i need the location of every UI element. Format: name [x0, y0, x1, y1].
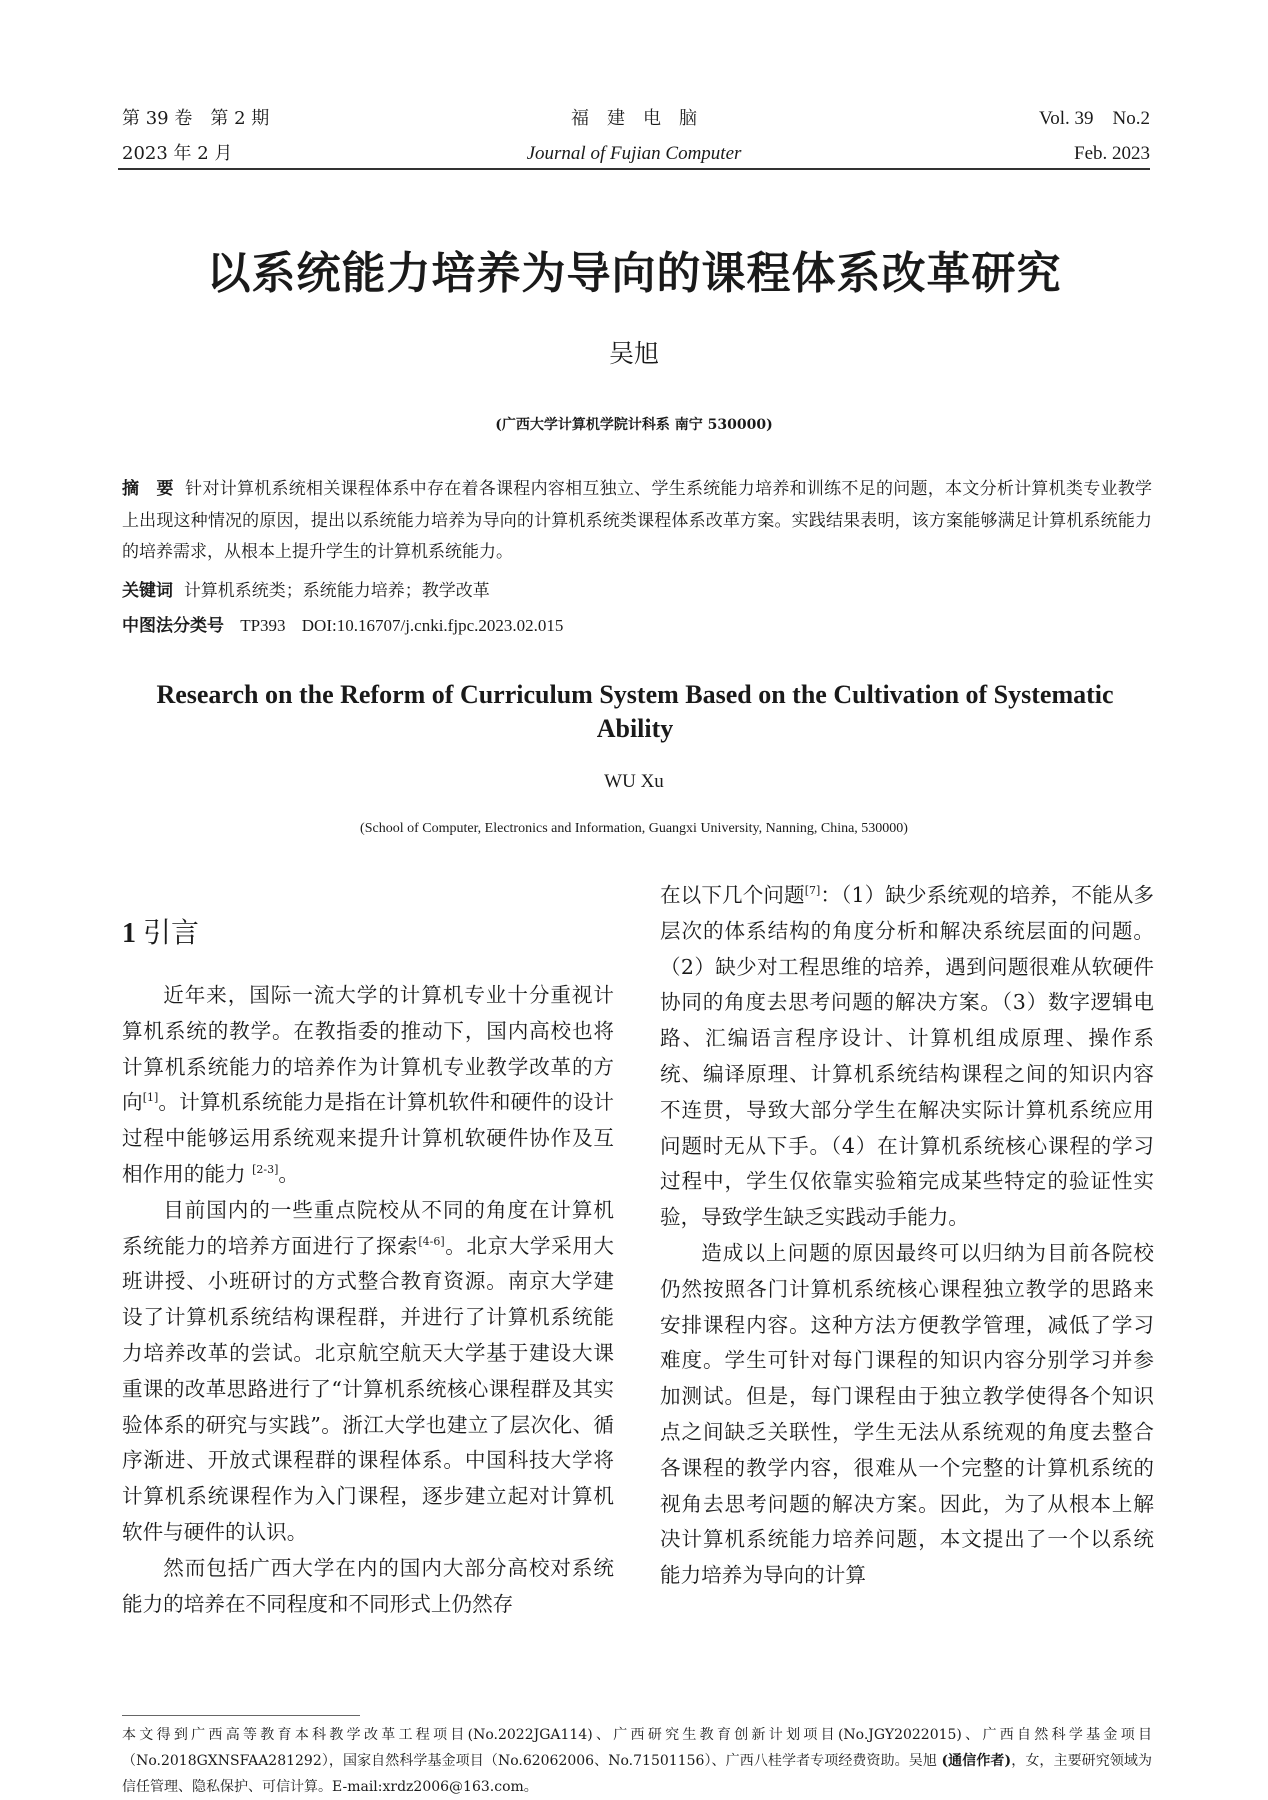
section-title: 引言: [143, 916, 200, 949]
doi: DOI:10.16707/j.cnki.fjpc.2023.02.015: [301, 616, 564, 635]
paper-title-cn: 以系统能力培养为导向的课程体系改革研究: [206, 248, 1062, 299]
paper-title-en: Research on the Reform of Curriculum System Based on the Cultivation of Systematic Ability: [156, 680, 1114, 743]
header-date-en: Feb. 2023: [1074, 143, 1150, 164]
classification-number: TP393: [240, 616, 286, 635]
keywords-text: 计算机系统类；系统能力培养；教学改革: [183, 581, 490, 601]
affiliation-en: (School of Computer, Electronics and Information, Guangxi University, Nanning, China, 530000): [360, 821, 908, 836]
abstract-text: 针对计算机系统相关课程体系中存在着各课程内容相互独立、学生系统能力培养和训练不足的问题，本文分析计算机类专业教学上出现这种情况的原因，提出以系统能力培养为导向的计算机系统类课程体系改革方案。实践结果表明，该方案能够满足计算机系统能力的培养需求，从根本上提升学生的计算机系统能力。: [122, 479, 1153, 562]
section-number: 1: [122, 918, 136, 949]
footnote: 本文得到广西高等教育本科教学改革工程项目(No.2022JGA114)、广西研究生教育创新计划项目(No.JGY2022015)、广西自然科学基金项目（No.2018GXNSFAA281292），国家自然科学基金项目（No.62062006、No.71501156）、广西八桂学者专项经费资助。吴旭 (通信作者)，女，主要研究领域为信任管理、隐私保护、可信计算。E-mail:xrdz2006@163.com。: [122, 1727, 1153, 1795]
header-volume-issue-en: Vol. 39 No.2: [1038, 108, 1150, 129]
body-column-left: [122, 978, 614, 1622]
citation: [1]: [142, 1091, 159, 1105]
abstract-label: 摘 要: [122, 479, 174, 499]
citation: [2-3]: [252, 1163, 279, 1177]
keywords-label: 关键词: [122, 581, 173, 601]
abstract: [122, 474, 1152, 569]
body-paragraph: 目前国内的一些重点院校从不同的角度在计算机系统能力的培养方面进行了探索[4-6]。北京大学采用大班讲授、小班研讨的方式整合教育资源。南京大学建设了计算机系统结构课程群，并进行了计算机系统能力培养改革的尝试。北京航空航天大学基于建设大课重课的改革思路进行了“计算机系统核心课程群及其实验体系的研究与实践”。浙江大学也建立了层次化、循序渐进、开放式课程群的课程体系。中国科技大学将计算机系统课程作为入门课程，逐步建立起对计算机软件与硬件的认识。: [122, 1197, 615, 1544]
body-column-right: [660, 878, 1154, 1594]
body-paragraph: 近年来，国际一流大学的计算机专业十分重视计算机系统的教学。在教指委的推动下，国内高校也将计算机系统能力的培养作为计算机专业教学改革的方向[1]。计算机系统能力是指在计算机软件和硬件的设计过程中能够运用系统观来提升计算机软硬件协作及互相作用的能力 [2-3]。: [122, 983, 615, 1186]
header-date-cn: 2023 年 2 月: [122, 143, 233, 164]
keywords: [122, 576, 1152, 608]
citation: [4-6]: [418, 1234, 445, 1248]
footnote-rule: [122, 1715, 360, 1716]
header-rule: [118, 168, 1150, 170]
header-journal-cn: 福 建 电 脑: [571, 108, 697, 129]
author-cn: 吴旭: [608, 339, 659, 368]
author-en: WU Xu: [604, 771, 664, 792]
body-paragraph: 造成以上问题的原因最终可以归纳为目前各院校仍然按照各门计算机系统核心课程独立教学的思路来安排课程内容。这种方法方便教学管理，减低了学习难度。学生可针对每门课程的知识内容分别学习并参加测试。但是，每门课程由于独立教学使得各个知识点之间缺乏关联性，学生无法从系统观的角度去整合各课程的教学内容，很难从一个完整的计算机系统的视角去思考问题的解决方案。因此，为了从根本上解决计算机系统能力培养问题，本文提出了一个以系统能力培养为导向的计算: [660, 1240, 1154, 1588]
body-paragraph: 在以下几个问题[7]：（1）缺少系统观的培养，不能从多层次的体系结构的角度分析和解决系统层面的问题。（2）缺少对工程思维的培养，遇到问题很难从软硬件协同的角度去思考问题的解决方案。（3）数字逻辑电路、汇编语言程序设计、计算机组成原理、操作系统、编译原理、计算机系统结构课程之间的知识内容不连贯，导致大部分学生在解决实际计算机系统应用问题时无从下手。（4）在计算机系统核心课程的学习过程中，学生仅依靠实验箱完成某些特定的验证性实验，导致学生缺乏实践动手能力。: [660, 883, 1155, 1230]
classification: [122, 610, 1152, 643]
body-paragraph: 然而包括广西大学在内的国内大部分高校对系统能力的培养在不同程度和不同形式上仍然存: [122, 1555, 614, 1616]
citation: [7]: [804, 884, 821, 898]
section-heading: [122, 915, 199, 952]
affiliation-cn: (广西大学计算机学院计科系 南宁 530000): [495, 417, 773, 433]
header-volume-issue-cn: 第 39 卷 第 2 期: [122, 108, 270, 129]
classification-label: 中图法分类号: [122, 616, 224, 636]
header-journal-en: Journal of Fujian Computer: [526, 143, 742, 164]
